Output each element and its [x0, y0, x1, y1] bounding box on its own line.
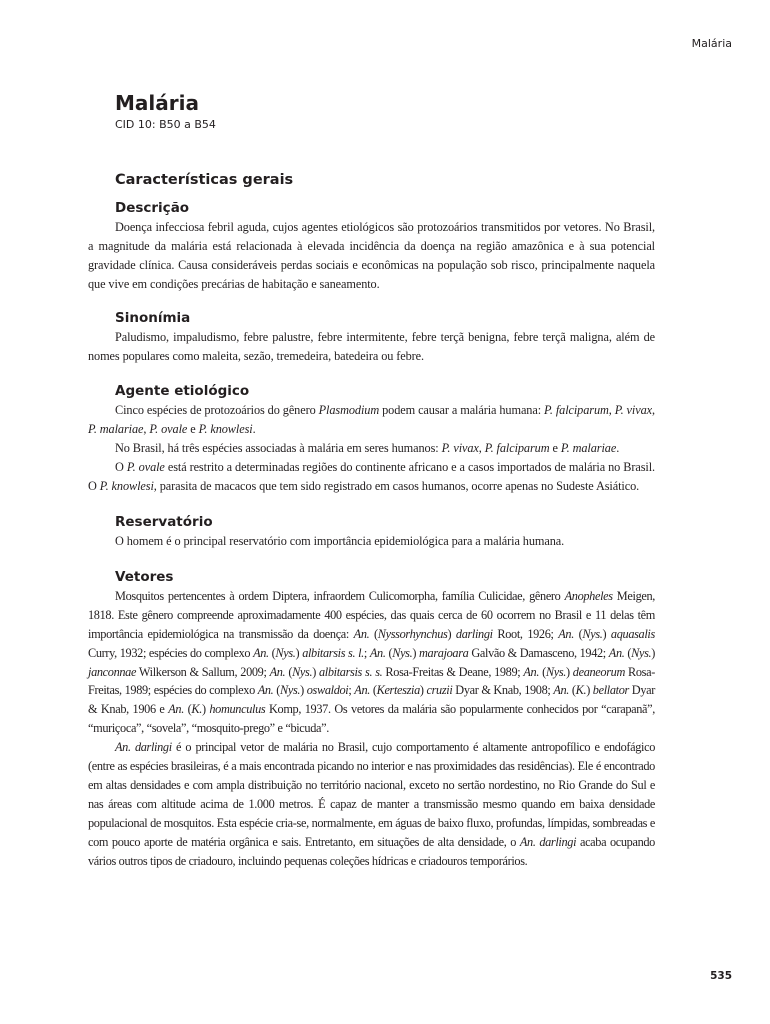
paragraph-vetores-1: Mosquitos pertencentes à ordem Diptera, infraordem Culicomorpha, família Culicidae, gênero Anopheles Meigen, 1818. Este gênero compreende aproximadamente 400 espécies, das quais cerca de 60 ocorrem no Brasil e 11 delas têm importância epidemiológica na transmissão da doença: An. (Nyssorhynchus) darlingi Root, 1926; An. (Nys.) aquasalis Curry, 1932; espécies do complexo An. (Nys.) albitarsis s. l.; An. (Nys.) marajoara Galvão & Damasceno, 1942; An. (Nys.) janconnae Wilkerson & Sallum, 2009; An. (Nys.) albitarsis s. s. Rosa-Freitas & Deane, 1989; An. (Nys.) deaneorum Rosa-Freitas, 1989; espécies do complexo An. (Nys.) oswaldoi; An. (Kerteszia) cruzii Dyar & Knab, 1908; An. (K.) bellator Dyar & Knab, 1906 e An. (K.) homunculus Komp, 1937. Os vetores da malária são popularmente conhecidos por “carapanã”, “muriçoca”, “sovela”, “mosquito-prego” e “bicuda”. [88, 588, 655, 736]
section-reservatorio [88, 512, 655, 551]
paragraph-descricao: Doença infecciosa febril aguda, cujos agentes etiológicos são protozoários transmitidos por vetores. No Brasil, a magnitude da malária está relacionada à elevada incidência da doença na região amazônica e à sua potencial gravidade clínica. Causa consideráveis perdas sociais e econômicas na população sob risco, principalmente naquela que vive em condições precárias de habitação e saneamento. [88, 220, 655, 291]
paragraph-vetores-2: An. darlingi é o principal vetor de malária no Brasil, cujo comportamento é altamente antropofílico e endofágico (entre as espécies brasileiras, é a mais encontrada picando no interior e nas proximidades das residências). Ele é encontrado em altas densidades e com ampla distribuição no território nacional, exceto no sertão nordestino, no Rio Grande do Sul e nas áreas com altitude acima de 1.000 metros. É capaz de manter a transmissão mesmo quando em baixa densidade populacional de mosquitos. Esta espécie cria-se, normalmente, em águas de baixo fluxo, profundas, límpidas, sombreadas e com pouco aporte de matéria orgânica e sais. Entretanto, em situações de alta densidade, o An. darlingi acaba ocupando vários outros tipos de criadouro, incluindo pequenas coleções hídricas e criadouros temporários. [88, 740, 655, 868]
subsection-heading-vetores: Vetores [115, 568, 174, 585]
paragraph-agente-2: No Brasil, há três espécies associadas à malária em seres humanos: P. vivax, P. falciparum e P. malariae. [115, 441, 620, 456]
running-header: Malária [691, 37, 732, 50]
paragraph-agente-1: Cinco espécies de protozoários do gênero Plasmodium podem causar a malária humana: P. falciparum, P. vivax, P. malariae, P. ovale e P. knowlesi. [88, 403, 655, 437]
paragraph-reservatorio: O homem é o principal reservatório com importância epidemiológica para a malária humana. [115, 533, 565, 548]
page-number: 535 [710, 970, 732, 982]
chapter-title-block [115, 90, 216, 132]
section-agente-etiologico [88, 381, 655, 496]
subsection-heading-agente: Agente etiológico [115, 383, 250, 400]
main-content [88, 168, 655, 886]
cid-code: CID 10: B50 a B54 [115, 118, 216, 131]
section-vetores [88, 567, 655, 871]
subsection-heading-descricao: Descrição [115, 200, 190, 216]
paragraph-agente-3: O P. ovale está restrito a determinadas regiões do continente africano e a casos importados de malária no Brasil. O P. knowlesi, parasita de macacos que tem sido registrado em casos humanos, ocorre apenas no Sudeste Asiático. [88, 460, 656, 494]
section-sinonimia [88, 308, 655, 366]
subsection-heading-sinonimia: Sinonímia [115, 309, 191, 326]
section-descricao [88, 198, 655, 294]
subsection-heading-reservatorio: Reservatório [115, 513, 213, 530]
paragraph-sinonimia: Paludismo, impaludismo, febre palustre, febre intermitente, febre terçã benigna, febre terçã maligna, além de nomes populares como maleita, sezão, tremedeira, batedeira ou febre. [88, 329, 655, 363]
chapter-title: Malária [115, 91, 199, 115]
section-heading-caracteristicas: Características gerais [115, 172, 294, 188]
